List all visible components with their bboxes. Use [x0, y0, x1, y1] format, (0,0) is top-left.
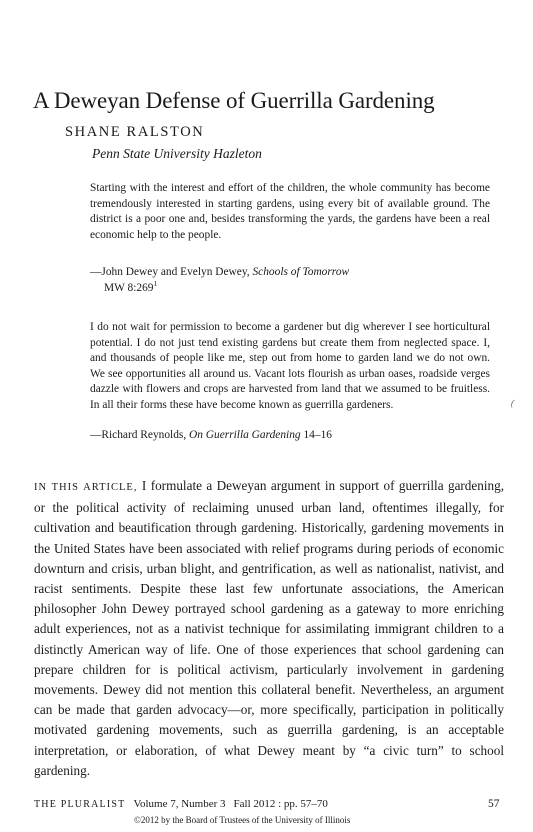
attribution-work: On Guerrilla Gardening — [189, 429, 301, 441]
attribution-cite: 14–16 — [303, 429, 332, 441]
journal-volume: Volume 7, Number 3 — [133, 798, 226, 810]
footnote-marker[interactable]: 1 — [153, 279, 158, 289]
epigraph-dewey-citation — [104, 281, 157, 297]
margin-pencil-mark: ( — [509, 397, 517, 410]
footer-journal-line — [34, 798, 328, 810]
article-author: SHANE RALSTON — [65, 124, 205, 140]
epigraph-dewey-quote: Starting with the interest and effort of the children, the whole community has become tremendously interested in starting gardens, using every bit of available ground. The district is a poor one and, besides transforming the yards, the gardens have been a real economic help to the people. — [90, 182, 490, 241]
journal-issue: Fall 2012 : pp. 57–70 — [233, 798, 328, 810]
author-affiliation: Penn State University Hazleton — [92, 146, 262, 161]
lead-in-smallcaps: IN THIS ARTICLE, — [34, 482, 138, 493]
attribution-prefix: —Richard Reynolds, — [90, 429, 190, 441]
epigraph-reynolds-quote: I do not wait for permission to become a gardener but dig wherever I see horticultural potential. I do not just tend existing gardens but create them from neglected space. I, and thousands of people like me, step out from home to garden land we do not own. We see opportunities all around us. Vacant lots flourish as urban oases, roadside verges dazzle with flowers and crops are harvested from land that we assumed to be fruitless. In all their forms these have become known as guerrilla gardeners. — [90, 321, 490, 411]
attribution-work: Schools of Tomorrow — [252, 266, 350, 278]
epigraph-reynolds-attribution — [90, 428, 332, 444]
journal-name: THE PLURALIST — [34, 799, 126, 810]
body-paragraph-text: I formulate a Deweyan argument in support of guerrilla gardening, or the political activity of reclaiming unused urban land, oftentimes illegally, for cultivation and beautification through gardening. Historically, gardening movements in the United States have been associated with relief programs during periods of economic downturn and crisis, urban blight, and gentrification, as well as nationalist, nativist, and racist sentiments. Despite these last few unfortunate associations, the American philosopher John Dewey portrayed school gardening as a gateway to more enriching adult experiences, not as a nativist technique for assimilating immigrant children to a distinctly American way of life. One of those experiences that school gardening can prepare children for is political activism, particularly involvement in gardening movements. Dewey did not mention this collateral benefit. Nevertheless, an argument can be made that garden advocacy—or, more specifically, participation in politically motivated gardening movements, such as guerrilla gardening, is an acceptable interpretation, or elaboration, of what Dewey meant by “a civic turn” to school gardening. — [34, 478, 505, 778]
epigraph-dewey-attribution — [90, 265, 349, 281]
body-paragraph — [34, 476, 504, 781]
attribution-cite: MW 8:269 — [104, 282, 154, 294]
copyright-notice: ©2012 by the Board of Trustees of the University of Illinois — [134, 815, 351, 825]
page-number: 57 — [488, 798, 500, 810]
attribution-prefix: —John Dewey and Evelyn Dewey, — [90, 266, 253, 278]
article-title: A Deweyan Defense of Guerrilla Gardening — [33, 88, 435, 113]
